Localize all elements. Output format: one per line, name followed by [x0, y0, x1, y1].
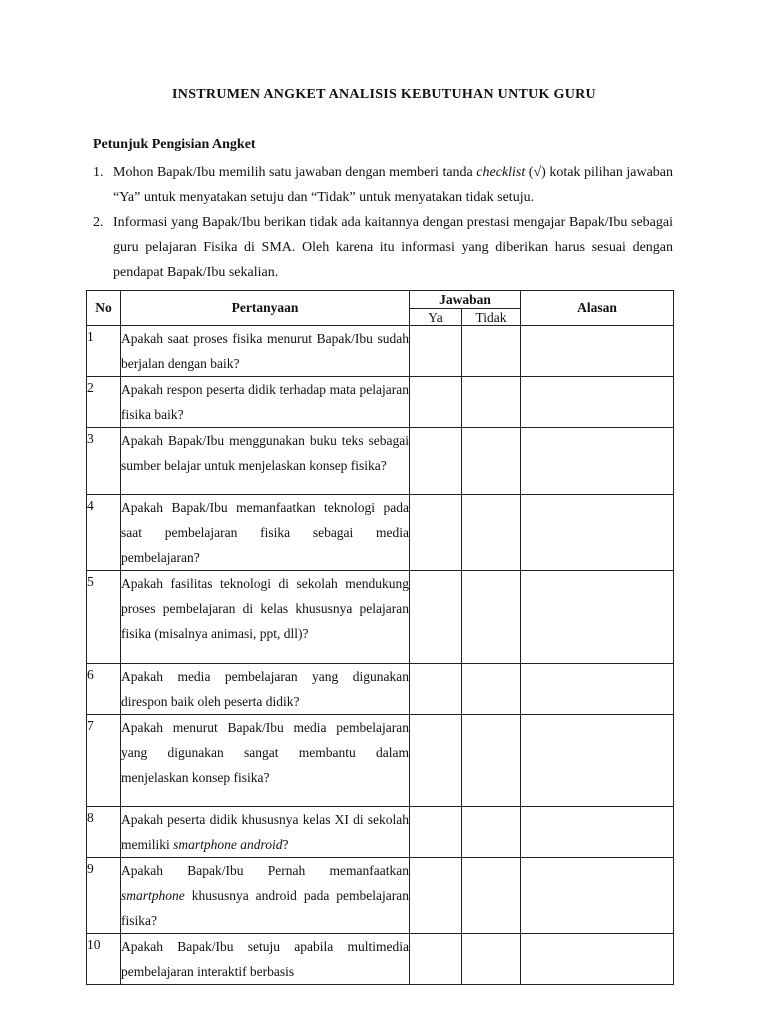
question-text: Apakah Bapak/Ibu menggunakan buku teks sebagai sumber belajar untuk menjelaskan konsep fisika? [121, 428, 410, 495]
reason-cell[interactable] [521, 934, 674, 985]
header-question: Pertanyaan [121, 291, 410, 326]
table-row [87, 428, 674, 495]
row-number: 9 [87, 858, 121, 934]
yes-checkbox-cell[interactable] [410, 807, 462, 858]
no-checkbox-cell[interactable] [462, 807, 521, 858]
row-number: 5 [87, 571, 121, 664]
table-row [87, 377, 674, 428]
document-title: INSTRUMEN ANGKET ANALISIS KEBUTUHAN UNTUK GURU [172, 87, 596, 102]
reason-cell[interactable] [521, 495, 674, 571]
instruction-number: 1. [93, 165, 104, 180]
row-number: 2 [87, 377, 121, 428]
question-text: Apakah media pembelajaran yang digunakan direspon baik oleh peserta didik? [121, 664, 410, 715]
table-row [87, 807, 674, 858]
reason-cell[interactable] [521, 664, 674, 715]
yes-checkbox-cell[interactable] [410, 715, 462, 807]
table-row [87, 571, 674, 664]
question-text: Apakah fasilitas teknologi di sekolah mendukung proses pembelajaran di kelas khususnya pelajaran fisika (misalnya animasi, ppt, dll)? [121, 571, 410, 664]
header-no: No [87, 291, 121, 326]
reason-cell[interactable] [521, 715, 674, 807]
yes-checkbox-cell[interactable] [410, 571, 462, 664]
no-checkbox-cell[interactable] [462, 377, 521, 428]
reason-cell[interactable] [521, 571, 674, 664]
reason-cell[interactable] [521, 326, 674, 377]
instruction-text: Informasi yang Bapak/Ibu berikan tidak ada kaitannya dengan prestasi mengajar Bapak/Ibu sebagai guru pelajaran Fisika di SMA. Oleh karena itu informasi yang diberikan harus sesuai dengan pendapat Bapak/Ibu sekalian. [113, 215, 673, 280]
no-checkbox-cell[interactable] [462, 571, 521, 664]
instructions-heading: Petunjuk Pengisian Angket [93, 137, 256, 152]
no-checkbox-cell[interactable] [462, 428, 521, 495]
no-checkbox-cell[interactable] [462, 664, 521, 715]
questionnaire-table [86, 290, 674, 985]
header-reason: Alasan [521, 291, 674, 326]
yes-checkbox-cell[interactable] [410, 495, 462, 571]
question-text: Apakah saat proses fisika menurut Bapak/Ibu sudah berjalan dengan baik? [121, 326, 410, 377]
reason-cell[interactable] [521, 858, 674, 934]
question-text: Apakah Bapak/Ibu setuju apabila multimedia pembelajaran interaktif berbasis [121, 934, 410, 985]
no-checkbox-cell[interactable] [462, 715, 521, 807]
question-text: Apakah respon peserta didik terhadap mata pelajaran fisika baik? [121, 377, 410, 428]
row-number: 7 [87, 715, 121, 807]
row-number: 4 [87, 495, 121, 571]
question-text: Apakah menurut Bapak/Ibu media pembelajaran yang digunakan sangat membantu dalam menjelaskan konsep fisika? [121, 715, 410, 807]
instruction-number: 2. [93, 215, 104, 230]
reason-cell[interactable] [521, 428, 674, 495]
yes-checkbox-cell[interactable] [410, 858, 462, 934]
no-checkbox-cell[interactable] [462, 326, 521, 377]
row-number: 6 [87, 664, 121, 715]
instruction-text: Mohon Bapak/Ibu memilih satu jawaban dengan memberi tanda checklist (√) kotak pilihan jawaban “Ya” untuk menyatakan setuju dan “Tidak” untuk menyatakan tidak setuju. [113, 165, 674, 205]
yes-checkbox-cell[interactable] [410, 428, 462, 495]
no-checkbox-cell[interactable] [462, 858, 521, 934]
table-row [87, 858, 674, 934]
table-row [87, 664, 674, 715]
reason-cell[interactable] [521, 807, 674, 858]
instruction-item [93, 210, 673, 285]
instruction-item [93, 160, 673, 210]
question-text: Apakah Bapak/Ibu memanfaatkan teknologi pada saat pembelajaran fisika sebagai media pembelajaran? [121, 495, 410, 571]
yes-checkbox-cell[interactable] [410, 377, 462, 428]
table-row [87, 715, 674, 807]
no-checkbox-cell[interactable] [462, 934, 521, 985]
reason-cell[interactable] [521, 377, 674, 428]
row-number: 1 [87, 326, 121, 377]
header-answer: Jawaban [410, 291, 521, 309]
row-number: 8 [87, 807, 121, 858]
yes-checkbox-cell[interactable] [410, 934, 462, 985]
table-row [87, 326, 674, 377]
row-number: 10 [87, 934, 121, 985]
table-row [87, 934, 674, 985]
table-row [87, 495, 674, 571]
no-checkbox-cell[interactable] [462, 495, 521, 571]
header-yes: Ya [410, 309, 462, 326]
row-number: 3 [87, 428, 121, 495]
header-no-answer: Tidak [462, 309, 521, 326]
yes-checkbox-cell[interactable] [410, 326, 462, 377]
question-text: Apakah peserta didik khususnya kelas XI di sekolah memiliki smartphone android? [121, 807, 410, 858]
question-text: Apakah Bapak/Ibu Pernah memanfaatkan smartphone khususnya android pada pembelajaran fisika? [121, 858, 410, 934]
yes-checkbox-cell[interactable] [410, 664, 462, 715]
